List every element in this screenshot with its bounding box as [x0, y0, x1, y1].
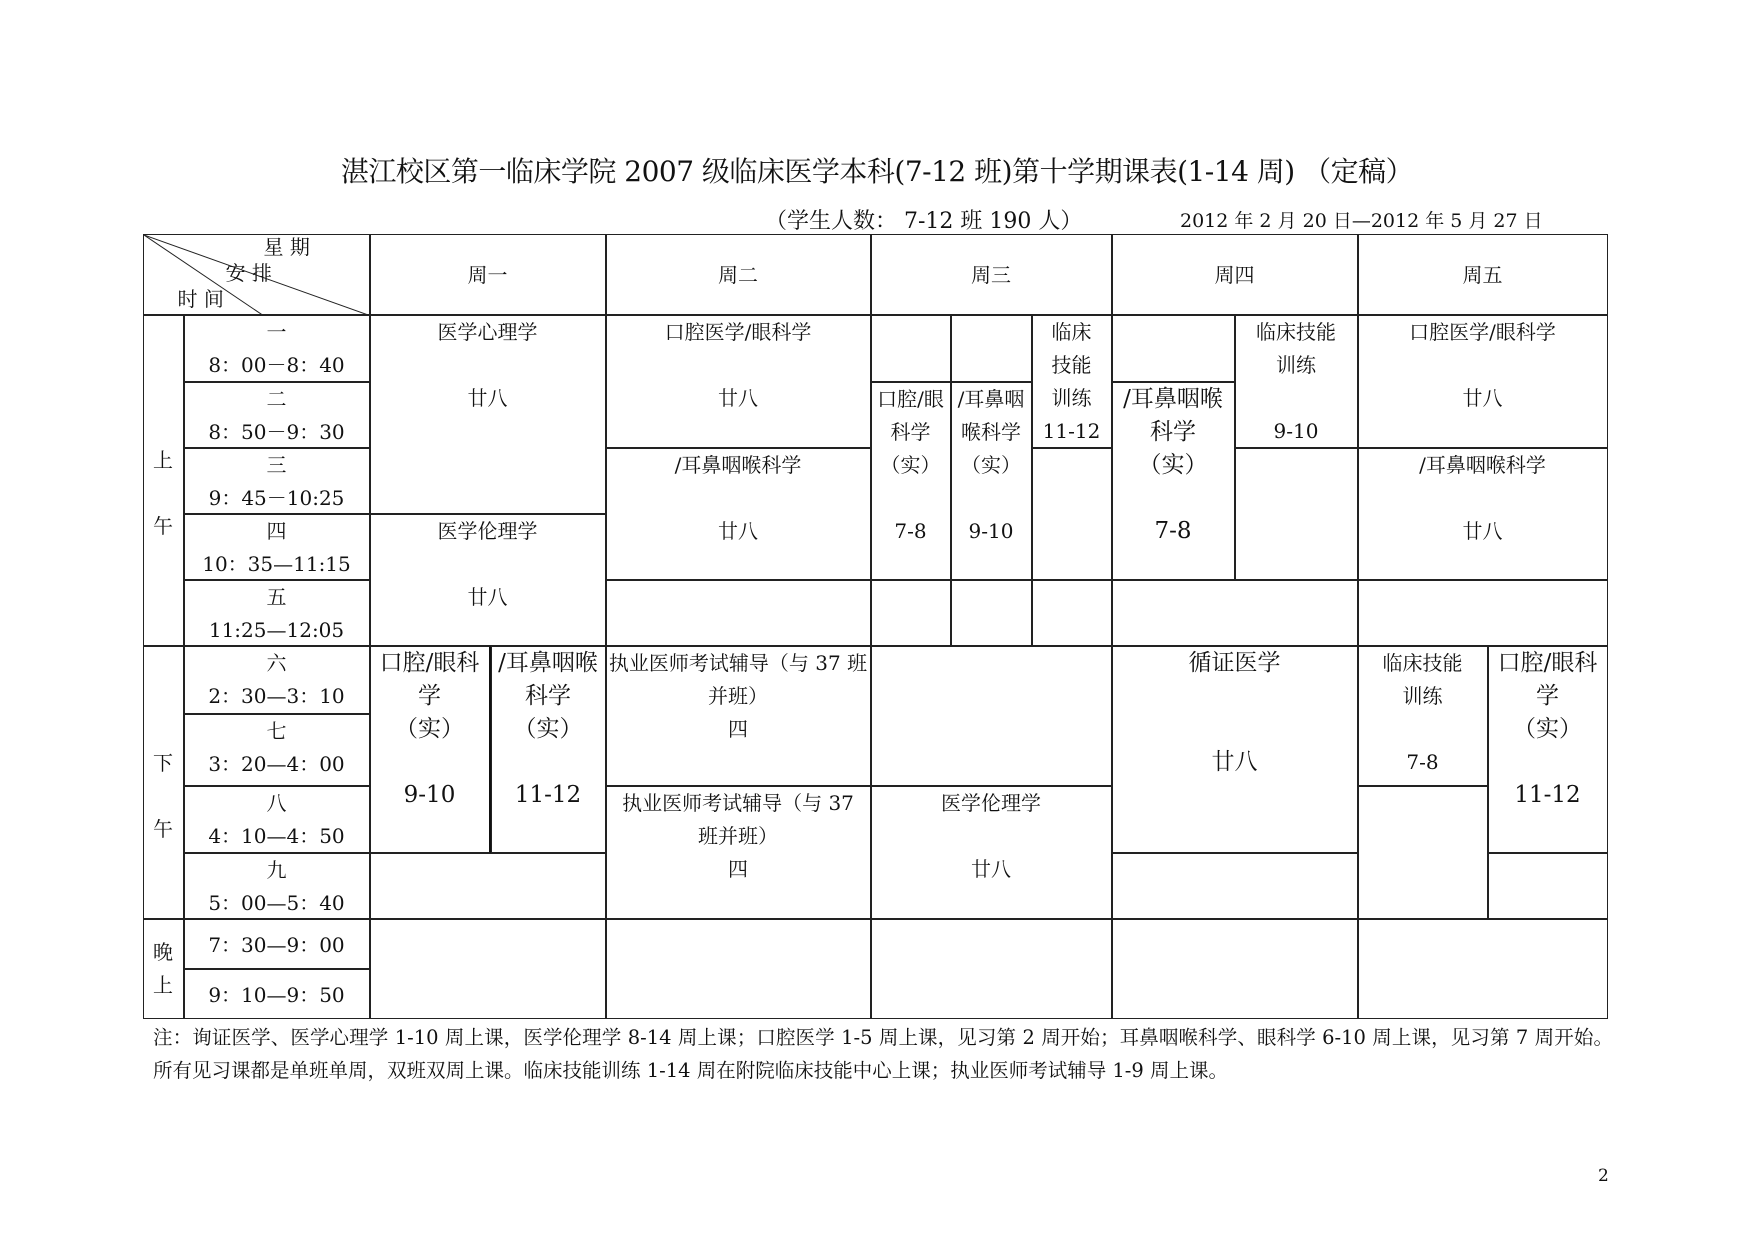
header-corner-cell	[143, 234, 370, 315]
time-slot-1: 一 8：00－8：40	[184, 315, 370, 382]
course-thu-b: 临床技能 训练 9-10	[1235, 315, 1358, 448]
course-tue-am1: 口腔医学/眼科学 廿八	[606, 315, 871, 448]
empty-cell	[1112, 919, 1358, 1019]
course-wed-a: 口腔/眼 科学 （实） 7-8	[871, 382, 951, 580]
day-header-tue: 周二	[606, 234, 871, 315]
empty-cell	[871, 580, 951, 646]
course-fri-pm-b: 口腔/眼科 学 （实） 11-12	[1488, 646, 1608, 853]
time-slot-4: 四 10：35—11:15	[184, 514, 370, 580]
course-wed-pm: 医学伦理学 廿八	[871, 786, 1112, 919]
date-range: 2012 年 2 月 20 日—2012 年 5 月 27 日	[1180, 210, 1543, 232]
empty-cell	[606, 919, 871, 1019]
corner-weekday-label: 星 期	[263, 234, 310, 259]
course-mon-am2: 医学伦理学 廿八	[370, 514, 606, 646]
empty-cell	[951, 315, 1032, 382]
afternoon-label: 下 午	[143, 646, 184, 919]
empty-cell	[1358, 786, 1488, 919]
corner-time-label: 时 间	[177, 286, 224, 311]
time-slot-7: 七 3：20—4：00	[184, 714, 370, 786]
course-mon-am1: 医学心理学 廿八	[370, 315, 606, 514]
day-header-fri: 周五	[1358, 234, 1608, 315]
time-slot-evening-1: 7：30—9：00	[184, 919, 370, 969]
course-mon-pm-a: 口腔/眼科 学 （实） 9-10	[370, 646, 491, 853]
page-number: 2	[1598, 1166, 1609, 1186]
empty-cell	[871, 315, 951, 382]
day-header-thu: 周四	[1112, 234, 1358, 315]
course-thu-a: /耳鼻咽喉 科学 （实） 7-8	[1112, 382, 1235, 580]
course-wed-b: /耳鼻咽 喉科学 （实） 9-10	[951, 382, 1032, 580]
empty-cell	[1112, 580, 1358, 646]
empty-cell	[951, 580, 1032, 646]
corner-arrange-label: 安 排	[225, 260, 272, 285]
time-slot-9: 九 5：00—5：40	[184, 853, 370, 919]
empty-cell	[1235, 448, 1358, 580]
course-tue-am2: /耳鼻咽喉科学 廿八	[606, 448, 871, 580]
evening-label: 晚 上	[143, 919, 184, 1019]
empty-cell	[606, 580, 871, 646]
course-mon-pm-b: /耳鼻咽喉 科学 （实） 11-12	[491, 646, 606, 853]
page-title: 湛江校区第一临床学院 2007 级临床医学本科(7-12 班)第十学期课表(1-14 周) （定稿）	[340, 155, 1414, 188]
course-tue-pm2: 执业医师考试辅导（与 37 班并班） 四	[606, 786, 871, 919]
course-fri-am1: 口腔医学/眼科学 廿八	[1358, 315, 1608, 448]
empty-cell	[871, 919, 1112, 1019]
course-fri-am2: /耳鼻咽喉科学 廿八	[1358, 448, 1608, 580]
time-slot-3: 三 9：45－10:25	[184, 448, 370, 514]
course-tue-pm1: 执业医师考试辅导（与 37 班 并班） 四	[606, 646, 871, 786]
empty-cell	[370, 853, 606, 919]
empty-cell	[1112, 853, 1358, 919]
time-slot-evening-2: 9：10—9：50	[184, 969, 370, 1019]
time-slot-5: 五 11:25—12:05	[184, 580, 370, 646]
course-fri-pm-a: 临床技能 训练 7-8	[1358, 646, 1488, 786]
time-slot-8: 八 4：10—4：50	[184, 786, 370, 853]
footnote: 注：询证医学、医学心理学 1-10 周上课，医学伦理学 8-14 周上课；口腔医学 1-5 周上课，见习第 2 周开始；耳鼻咽喉科学、眼科学 6-10 周上课，见习第 7 周开始。所有见习课都是单班单周，双班双周上课。临床技能训练 1-14 周在附院临床技能中心上课；执业医师考试辅导 1-9 周上课。	[153, 1026, 1613, 1082]
day-header-wed: 周三	[871, 234, 1112, 315]
time-slot-6: 六 2：30—3：10	[184, 646, 370, 714]
empty-cell	[1358, 919, 1608, 1019]
empty-cell	[1358, 580, 1608, 646]
course-wed-c: 临床 技能 训练 11-12	[1032, 315, 1112, 448]
empty-cell	[1032, 580, 1112, 646]
course-thu-pm: 循证医学 廿八	[1112, 646, 1358, 853]
empty-cell	[1032, 448, 1112, 580]
day-header-mon: 周一	[370, 234, 606, 315]
empty-cell	[1112, 315, 1235, 382]
time-slot-2: 二 8：50－9：30	[184, 382, 370, 448]
empty-cell	[1488, 853, 1608, 919]
morning-label: 上 午	[143, 315, 184, 646]
empty-cell	[871, 646, 1112, 786]
student-count: （学生人数： 7-12 班 190 人）	[765, 209, 1083, 234]
empty-cell	[370, 919, 606, 1019]
